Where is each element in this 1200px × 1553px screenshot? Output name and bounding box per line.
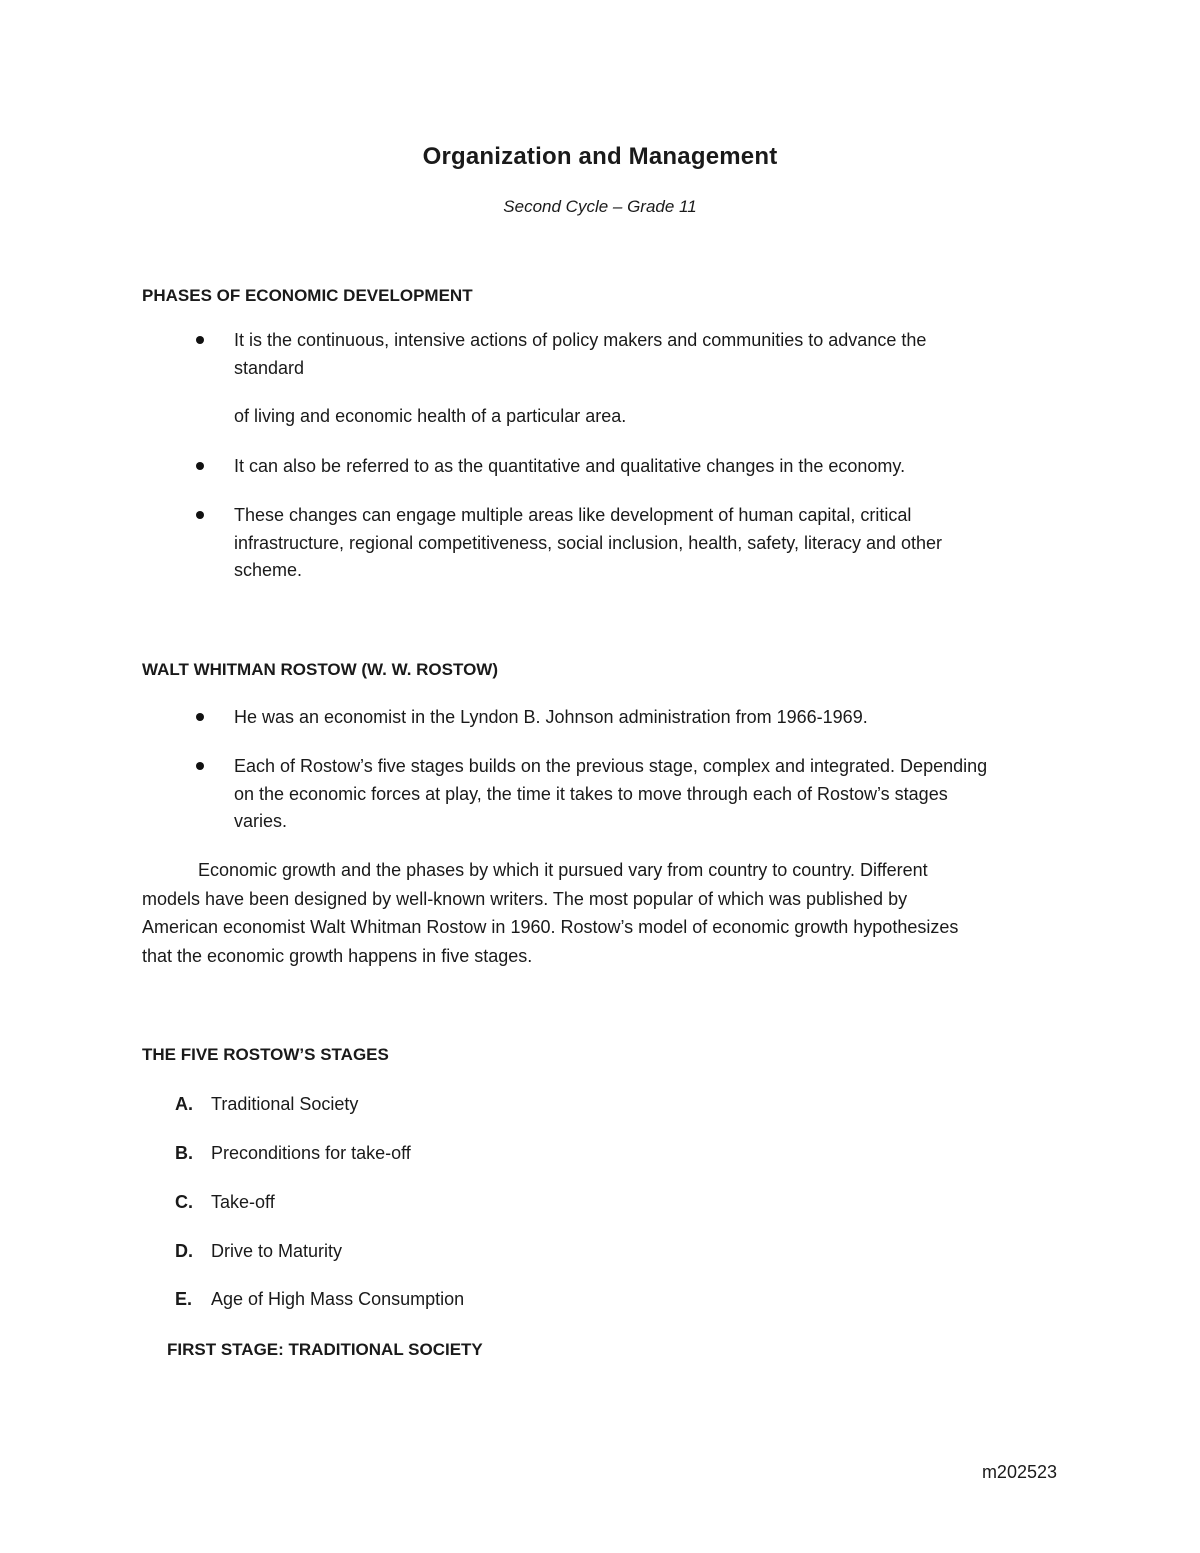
stage-list-item bbox=[175, 1143, 411, 1164]
bullet-line: Each of Rostow’s five stages builds on the previous stage, complex and integrated. Depending bbox=[234, 756, 988, 776]
document-subtitle: Second Cycle – Grade 11 bbox=[503, 197, 697, 216]
stage-letter: A. bbox=[175, 1094, 193, 1114]
bullet-line: standard bbox=[234, 357, 305, 378]
bullet-icon bbox=[196, 336, 204, 344]
paragraph-line-text: Economic growth and the phases by which it pursued vary from country to country. Different bbox=[198, 860, 928, 880]
bullet-text: It can also be referred to as the quantitative and qualitative changes in the economy. bbox=[234, 456, 906, 476]
stage-list-item bbox=[175, 1241, 342, 1262]
bullet-line: infrastructure, regional competitiveness, social inclusion, health, safety, literacy and other bbox=[234, 532, 943, 553]
bullet-icon bbox=[196, 511, 204, 519]
stage-letter: B. bbox=[175, 1143, 193, 1163]
paragraph-line: American economist Walt Whitman Rostow in 1960. Rostow’s model of economic growth hypothesizes bbox=[142, 917, 959, 937]
stage-list-item bbox=[175, 1289, 464, 1310]
stage-list-item bbox=[175, 1192, 275, 1213]
stage-letter: D. bbox=[175, 1241, 193, 1261]
bullet-icon bbox=[196, 713, 204, 721]
paragraph-line bbox=[142, 856, 1052, 885]
bullet-line: These changes can engage multiple areas like development of human capital, critical bbox=[234, 505, 912, 525]
bullet-line: It is the continuous, intensive actions of policy makers and communities to advance the bbox=[234, 330, 927, 350]
bullet-icon bbox=[196, 762, 204, 770]
bullet-line: varies. bbox=[234, 811, 288, 831]
bullet-text: He was an economist in the Lyndon B. Johnson administration from 1966-1969. bbox=[234, 707, 868, 727]
document-title: Organization and Management bbox=[422, 143, 778, 170]
paragraph-line: models have been designed by well-known writers. The most popular of which was published by bbox=[142, 888, 908, 909]
stage-letter: E. bbox=[175, 1289, 193, 1309]
rostow-paragraph bbox=[142, 856, 1052, 970]
bullet-line: scheme. bbox=[234, 560, 303, 580]
stage-list-item bbox=[175, 1094, 358, 1115]
stage-label: Drive to Maturity bbox=[211, 1241, 343, 1261]
section-heading-five-stages: THE FIVE ROSTOW’S STAGES bbox=[142, 1045, 389, 1064]
stage-label: Traditional Society bbox=[211, 1094, 359, 1114]
section-heading-rostow: WALT WHITMAN ROSTOW (W. W. ROSTOW) bbox=[142, 660, 499, 679]
stage-label: Preconditions for take-off bbox=[211, 1143, 411, 1163]
stage-label: Age of High Mass Consumption bbox=[211, 1289, 465, 1309]
bullet-text bbox=[234, 502, 1064, 585]
bullet-continuation: of living and economic health of a particular area. bbox=[234, 406, 627, 426]
section-heading-first-stage: FIRST STAGE: TRADITIONAL SOCIETY bbox=[167, 1340, 483, 1359]
stage-letter: C. bbox=[175, 1192, 193, 1212]
bullet-line: on the economic forces at play, the time it takes to move through each of Rostow’s stages bbox=[234, 783, 948, 804]
stage-label: Take-off bbox=[211, 1192, 275, 1212]
footer-code: m202523 bbox=[981, 1462, 1057, 1482]
bullet-icon bbox=[196, 462, 204, 470]
paragraph-line: that the economic growth happens in five stages. bbox=[142, 945, 533, 966]
section-heading-phases: PHASES OF ECONOMIC DEVELOPMENT bbox=[142, 286, 473, 305]
bullet-text bbox=[234, 327, 1064, 382]
bullet-text bbox=[234, 753, 1064, 836]
